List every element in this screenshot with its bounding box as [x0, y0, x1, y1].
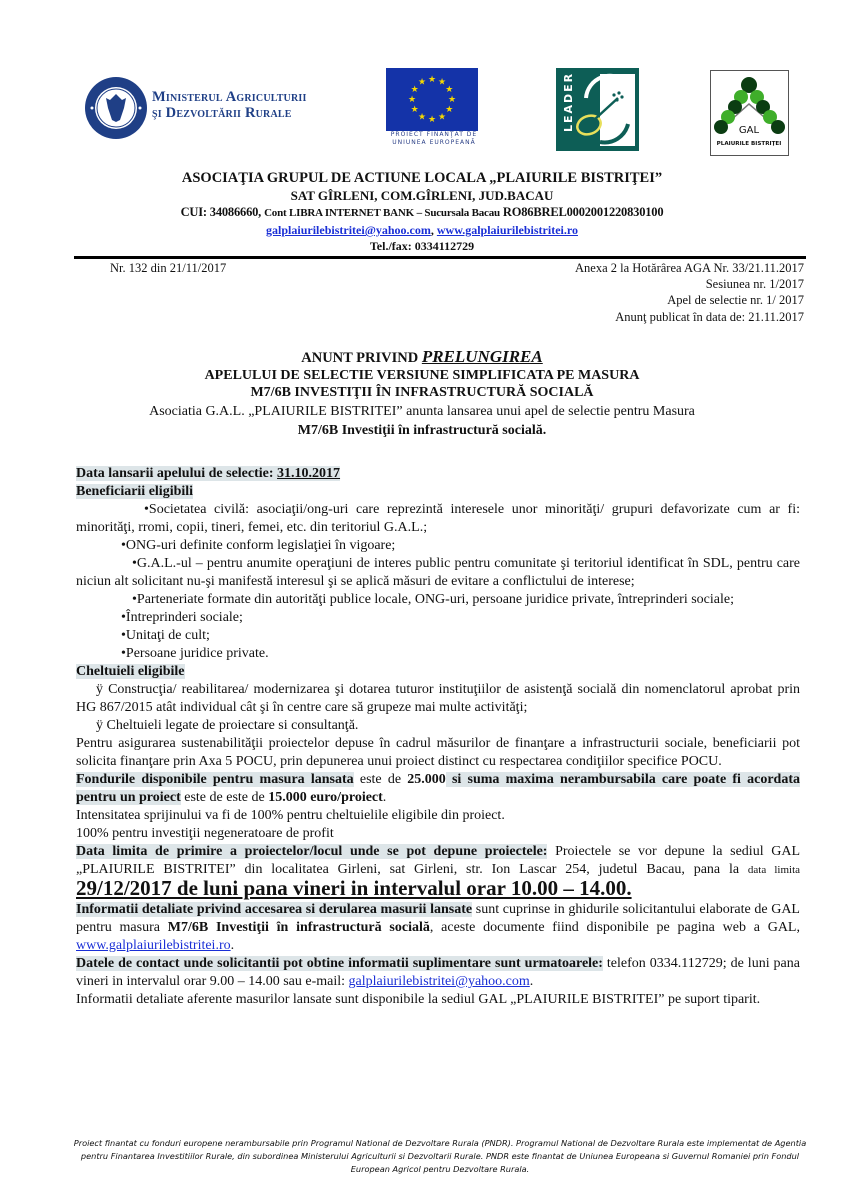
info-text: sunt cuprinse in ghidurile solicitantului elaborate de GAL pentru masura [76, 902, 800, 935]
beneficiary-item: •Parteneriate formate din autorităţi publice locale, ONG-uri, persoane juridice private, întreprinderi sociale; [132, 592, 734, 607]
ministry-line2: şi Dezvoltării Rurale [152, 105, 292, 121]
info-measure: M7/6B Investiţii în infrastructură socială [167, 920, 430, 935]
eu-star-icon: ★ [417, 76, 427, 87]
annex-reference: Anexa 2 la Hotărârea AGA Nr. 33/21.11.2017 [575, 261, 804, 275]
eu-star-icon: ★ [427, 114, 437, 124]
deadline-date: 29/12/2017 de luni pana vineri in intervalul orar 10.00 – 14.00. [76, 876, 632, 900]
contact-label: Datele de contact unde solicitantii pot obtine informatii suplimentare sunt urmatoarele: [76, 956, 603, 971]
intensity-line: 100% pentru investiţii negeneratoare de profit [76, 826, 334, 841]
beneficiary-item: •Societatea civilă: asociaţii/ong-uri care reprezintă interesele unor minorităţi/ grupuri defavorizate cum ar fi: minorităţi, rromi, copii, tineri, femei, etc. din teritoriul G.A.L.; [76, 502, 800, 535]
funding-footer: Proiect finantat cu fonduri europene nerambursabile prin Programul National de Dezvoltare Rurala (PNDR). Programul National de Dezvoltare Rurala este implementat de Agentia pentru Finantarea Investitiilor Rurale, din subordinea Ministerului Agriculturii si Dezvoltarii Rurale. PNDR este finantat de Uniunea Europeana si Guvernul Romaniei prin Fondul European Agricol pentru Dezvoltare Rurala. [73, 1138, 807, 1174]
document-number: Nr. 132 din 21/11/2017 [110, 261, 227, 275]
contact-text: telefon 0334.112729; de luni pana vineri in intervalul orar 9.00 – 14.00 sau e-mail: [76, 956, 800, 989]
expenses-heading: Cheltuieli eligibile [76, 664, 185, 679]
eu-star-icon: ★ [437, 111, 447, 122]
sustainability-paragraph: Pentru asigurarea sustenabilităţii proiectelor depuse în cadrul măsurilor de finanţare a infrastructurii sociale, beneficiarii pot solicita finanţare prin Axa 5 POCU, prin depunerea unui proiect distinct cu respectarea condiţiilor specifice POCU. [76, 736, 800, 769]
expense-item: ÿ Construcţia/ reabilitarea/ modernizarea şi dotarea tuturor instituţiilor de asistenţă socială din nomenclatorul aprobat prin HG 867/2015 atât individual cât şi în centre care să grupeze mai multe activităţi; [76, 682, 800, 715]
eu-star-icon: ★ [445, 104, 454, 114]
deadline-label: Data limita de primire a proiectelor/locul unde se pot depune proiectele: [76, 844, 548, 859]
iban: RO86BREL0002001220830100 [502, 205, 664, 219]
header-links [0, 223, 844, 238]
publication-date: Anunţ publicat în data de: 21.11.2017 [615, 310, 804, 324]
link-separator: , [430, 223, 434, 237]
funds-amount: 25.000 [407, 772, 446, 787]
title-prefix: ANUNT PRIVIND [301, 350, 422, 366]
beneficiary-item: •Persoane juridice private. [121, 646, 269, 661]
organization-cui [0, 205, 844, 220]
session-number: Sesiunea nr. 1/2017 [705, 277, 804, 291]
gal-logo-subtitle: PLAIURILE BISTRIŢEI [716, 141, 782, 147]
eu-caption-line2: UNIUNEA EUROPEANĂ [392, 139, 476, 146]
beneficiary-item: •Întreprinderi sociale; [121, 610, 243, 625]
beneficiary-item: •Unitaţi de cult; [121, 628, 210, 643]
launch-date-label: Data lansarii apelului de selectie: [76, 466, 278, 481]
eu-flag-logo [386, 68, 478, 131]
funds-text: este de [353, 772, 408, 787]
leader-logo [556, 68, 639, 151]
header-email-link[interactable]: galplaiurilebistritei@yahoo.com [266, 223, 431, 237]
header-divider [74, 256, 806, 259]
beneficiaries-heading: Beneficiarii eligibili [76, 484, 194, 499]
eu-star-icon: ★ [410, 104, 419, 114]
max-amount-text: este de este de [180, 790, 269, 805]
info-text2: , aceste documente fiind disponibile pe pagina web a GAL, [429, 920, 800, 935]
info-end: . [230, 938, 235, 953]
info-website-link[interactable]: www.galplaiurilebistritei.ro [76, 938, 231, 953]
beneficiaries-heading-row [76, 483, 800, 501]
eu-star-icon: ★ [447, 94, 457, 104]
eu-star-icon: ★ [417, 111, 427, 122]
gal-logo-title: GAL [738, 125, 760, 136]
header-phone: Tel./fax: 0334112729 [369, 239, 475, 253]
announcement-title [0, 347, 844, 367]
header-website-link[interactable]: www.galplaiurilebistritei.ro [436, 223, 578, 237]
eu-star-icon: ★ [427, 74, 437, 84]
max-amount-label: si suma maxima nerambursabila care poate fi acordata pentru un proiect [76, 772, 801, 805]
max-amount-value: 15.000 euro/proiect [268, 790, 383, 805]
bank-account-label: Cont LIBRA INTERNET BANK – Sucursala Bacau [264, 207, 500, 219]
title-line5: M7/6B Investiţii în infrastructură socială. [297, 423, 547, 438]
cui-number: CUI: 34086660, [180, 205, 262, 219]
eu-star-icon: ★ [410, 84, 419, 94]
eu-star-icon: ★ [437, 76, 447, 87]
funds-paragraph [76, 771, 800, 807]
title-line2: APELULUI DE SELECTIE VERSIUNE SIMPLIFICATA PE MASURA [204, 368, 640, 383]
final-paragraph: Informatii detaliate aferente masurilor lansate sunt disponibile la sediul GAL „PLAIURILE BISTRITEI” pe suport tiparit. [76, 992, 761, 1007]
expense-item: ÿ Cheltuieli legate de proiectare si consultanţă. [96, 718, 359, 733]
organization-name: ASOCIAŢIA GRUPUL DE ACTIUNE LOCALA „PLAIURILE BISTRIŢEI” [181, 170, 663, 186]
contact-email-link[interactable]: galplaiurilebistritei@yahoo.com [348, 974, 530, 989]
announcement-body [76, 465, 800, 1009]
organization-address: SAT GÎRLENI, COM.GÎRLENI, JUD.BACAU [290, 188, 554, 203]
eu-star-icon: ★ [445, 84, 454, 94]
government-seal-logo [84, 76, 148, 140]
expenses-heading-row [76, 663, 800, 681]
gal-logo [710, 70, 789, 156]
deadline-text: Proiectele se vor depune la sediul GAL „PLAIURILE BISTRITEI” din localitatea Girleni, sat Girleni, str. Ion Lascar 254, judetul Bacau, pana la [76, 844, 800, 877]
leader-logo-text: LEADER [562, 71, 575, 132]
eu-star-icon: ★ [407, 94, 417, 104]
deadline-small-label: data limita [747, 864, 801, 876]
launch-date-value: 31.10.2017 [277, 466, 341, 481]
eu-caption [384, 131, 484, 147]
beneficiary-item: •G.A.L.-ul – pentru anumite operaţiuni de interes public pentru comunitate şi teritoriul identificat în SDL, pentru care niciun alt solicitant nu-şi manifestă interesul şi se aplică măsuri de evitare a conflictului de interese; [76, 556, 800, 589]
eu-caption-line1: PROIECT FINANŢAT DE [390, 131, 478, 138]
intensity-line: Intensitatea sprijinului va fi de 100% pentru cheltuielile eligibile din proiect. [76, 808, 505, 823]
beneficiary-item: •ONG-uri definite conform legislaţiei în vigoare; [121, 538, 396, 553]
ministry-logo-text [152, 89, 307, 121]
funds-end: . [382, 790, 387, 805]
title-line3: M7/6B INVESTIŢII ÎN INFRASTRUCTURĂ SOCIALĂ [250, 385, 594, 400]
title-emphasis: PRELUNGIREA [421, 347, 543, 366]
title-line4: Asociatia G.A.L. „PLAIURILE BISTRITEI” anunta lansarea unui apel de selectie pentru Masura [149, 404, 695, 419]
launch-date-row [76, 465, 800, 483]
call-number: Apel de selectie nr. 1/ 2017 [667, 293, 804, 307]
ministry-line1: Ministerul Agriculturii [152, 89, 307, 105]
contact-end: . [529, 974, 534, 989]
info-paragraph [76, 901, 800, 955]
info-label: Informatii detaliate privind accesarea si derularea masurii lansate [76, 902, 473, 917]
funds-label: Fondurile disponibile pentru masura lansata [76, 772, 354, 787]
deadline-paragraph [76, 843, 800, 901]
contact-paragraph [76, 955, 800, 991]
